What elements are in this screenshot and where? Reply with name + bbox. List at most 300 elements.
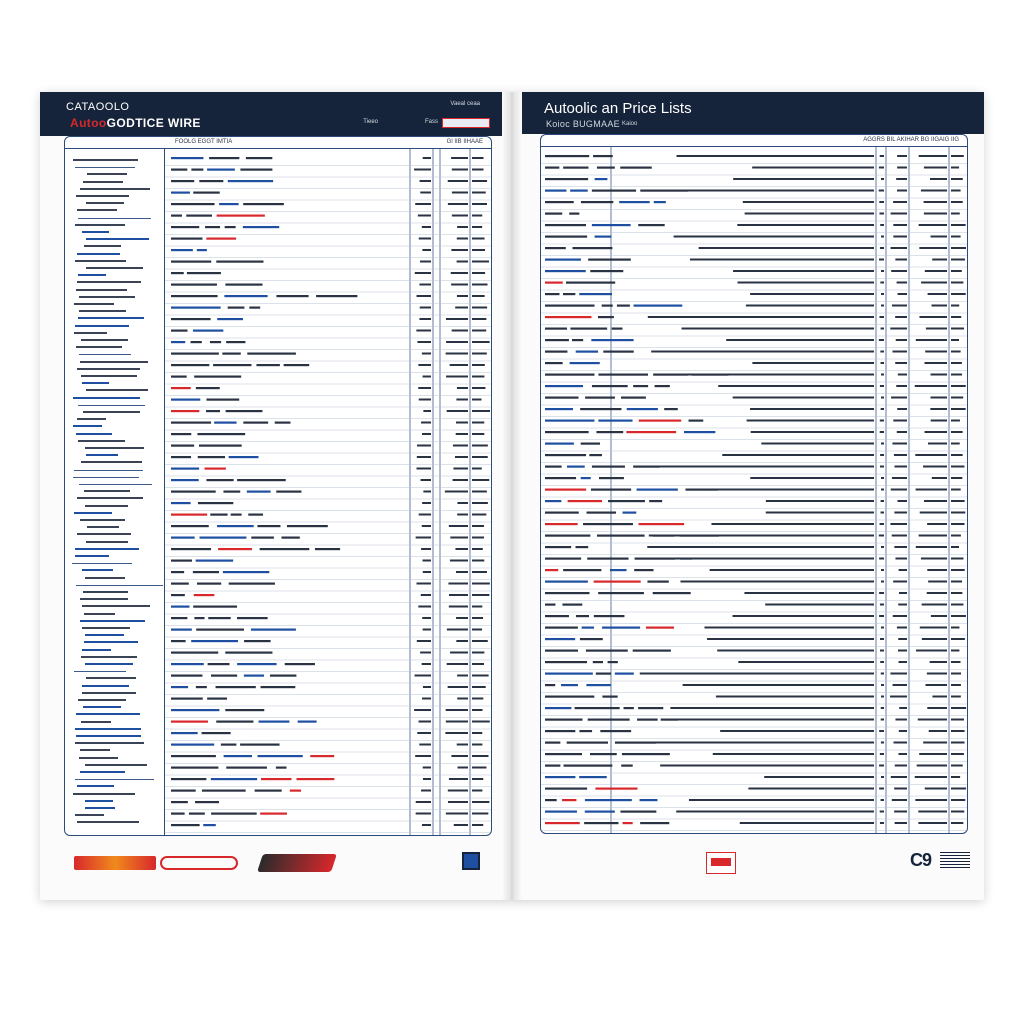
table-number-text <box>916 489 947 491</box>
table-number-text <box>446 353 468 355</box>
table-text-line <box>633 834 676 835</box>
table-text-line <box>545 443 574 445</box>
table-text-line <box>623 512 637 514</box>
table-text-line <box>570 328 607 330</box>
sidebar-text-line <box>82 569 114 571</box>
table-number-text <box>450 537 468 539</box>
table-text-line <box>638 707 663 709</box>
table-number-text <box>752 362 874 364</box>
table-text-line <box>171 169 187 171</box>
table-number-text <box>747 420 874 422</box>
table-number-text <box>880 282 884 284</box>
table-number-text <box>890 328 907 330</box>
table-text-line <box>171 755 216 757</box>
table-number-text <box>951 834 964 835</box>
table-number-text <box>951 569 965 571</box>
table-number-text <box>420 261 431 263</box>
table-number-text <box>922 638 947 640</box>
table-text-line <box>251 537 274 539</box>
table-text-line <box>634 305 683 307</box>
table-text-line <box>199 445 242 447</box>
table-text-line <box>171 732 198 734</box>
left-panel-caption: FOOLG EGGT IMTIA <box>175 139 233 145</box>
table-number-text <box>472 801 489 803</box>
table-number-text <box>456 617 468 619</box>
table-text-line <box>595 788 637 790</box>
table-text-line <box>217 318 243 320</box>
table-number-text <box>922 604 947 606</box>
table-text-line <box>219 203 238 205</box>
table-number-text <box>927 569 947 571</box>
table-text-line <box>564 765 613 767</box>
table-number-text <box>446 709 468 711</box>
sidebar-text-line <box>77 418 107 420</box>
table-number-text <box>472 272 485 274</box>
sidebar-text-line <box>82 649 111 651</box>
table-number-text <box>915 776 947 778</box>
table-number-text <box>881 489 884 491</box>
table-text-line <box>568 500 602 502</box>
table-number-text <box>472 215 482 217</box>
table-text-line <box>260 548 310 550</box>
table-number-text <box>881 270 884 272</box>
table-number-text <box>881 305 884 307</box>
table-number-text <box>449 606 468 608</box>
table-number-text <box>894 546 907 548</box>
table-text-line <box>281 537 299 539</box>
table-number-text <box>472 560 484 562</box>
sidebar-text-line <box>78 274 106 276</box>
table-number-text <box>454 824 468 826</box>
table-number-text <box>916 339 947 341</box>
table-number-text <box>879 190 884 192</box>
table-number-text <box>472 364 485 366</box>
table-text-line <box>193 571 219 573</box>
table-number-text <box>472 709 483 711</box>
table-number-text <box>951 765 963 767</box>
table-number-text <box>448 203 468 205</box>
table-text-line <box>284 364 310 366</box>
right-page-header <box>522 92 984 134</box>
table-text-line <box>684 431 715 433</box>
table-number-text <box>456 433 468 435</box>
table-number-text <box>417 341 431 343</box>
table-number-text <box>703 834 874 835</box>
table-text-line <box>231 514 242 516</box>
table-number-text <box>925 362 947 364</box>
table-number-text <box>879 259 884 261</box>
sidebar-text-line <box>76 433 111 435</box>
table-text-line <box>596 431 623 433</box>
table-text-line <box>545 351 567 353</box>
table-number-text <box>896 339 907 341</box>
table-number-text <box>931 305 947 307</box>
table-number-text <box>457 387 468 389</box>
table-number-text <box>897 155 907 157</box>
table-text-line <box>171 387 191 389</box>
table-number-text <box>764 776 874 778</box>
table-text-line <box>171 594 185 596</box>
table-text-line <box>237 663 276 665</box>
table-number-text <box>472 295 485 297</box>
table-text-line <box>171 215 182 217</box>
table-number-text <box>740 822 874 824</box>
table-text-line <box>621 765 632 767</box>
table-text-line <box>171 698 203 700</box>
table-text-line <box>545 730 575 732</box>
table-text-line <box>633 466 659 468</box>
table-number-text <box>897 627 907 629</box>
table-number-text <box>894 811 907 813</box>
table-number-text <box>472 261 489 263</box>
table-number-text <box>897 167 907 169</box>
table-text-line <box>171 606 189 608</box>
table-number-text <box>881 776 884 778</box>
table-number-text <box>750 477 874 479</box>
table-text-line <box>189 813 205 815</box>
table-text-line <box>211 813 257 815</box>
table-text-line <box>261 778 291 780</box>
table-text-line <box>545 167 559 169</box>
table-text-line <box>545 477 576 479</box>
left-page-header <box>40 92 502 136</box>
table-text-line <box>171 560 192 562</box>
table-number-text <box>472 790 482 792</box>
right-page-subtitle: Koioc BUGMAAE <box>546 119 620 129</box>
table-number-text <box>930 397 947 399</box>
sidebar-text-line <box>87 526 119 528</box>
table-number-text <box>879 730 884 732</box>
table-number-text <box>419 514 431 516</box>
table-number-text <box>881 500 884 502</box>
sidebar-text-line <box>84 641 138 643</box>
table-number-text <box>415 836 431 837</box>
table-number-text <box>450 652 468 654</box>
table-number-text <box>881 328 884 330</box>
table-number-text <box>456 571 468 573</box>
table-number-text <box>951 730 965 732</box>
table-text-line <box>316 295 357 297</box>
table-number-text <box>449 594 468 596</box>
table-text-line <box>191 640 238 642</box>
table-text-line <box>298 721 317 723</box>
table-number-text <box>707 489 874 491</box>
sidebar-rule <box>78 218 150 219</box>
table-number-text <box>951 236 961 238</box>
sidebar-rule <box>79 484 152 485</box>
table-number-text <box>455 548 468 550</box>
table-text-line <box>290 790 301 792</box>
table-number-text <box>926 328 947 330</box>
table-number-text <box>919 535 947 537</box>
table-text-line <box>207 698 227 700</box>
table-number-text <box>899 569 907 571</box>
table-number-text <box>897 190 907 192</box>
page-fold <box>502 92 522 900</box>
table-number-text <box>472 468 482 470</box>
sidebar-text-line <box>80 188 149 190</box>
table-text-line <box>275 422 291 424</box>
table-number-text <box>733 397 874 399</box>
table-text-line <box>217 215 265 217</box>
sidebar-text-line <box>75 555 109 557</box>
table-text-line <box>545 719 583 721</box>
table-text-line <box>171 330 188 332</box>
sidebar-text-line <box>75 224 125 226</box>
table-number-text <box>951 408 966 410</box>
table-number-text <box>417 295 431 297</box>
table-number-text <box>660 765 874 767</box>
sidebar-text-line <box>84 490 130 492</box>
table-number-text <box>891 247 907 249</box>
table-text-line <box>197 433 245 435</box>
table-text-line <box>248 514 263 516</box>
sidebar-text-line <box>79 757 118 759</box>
sidebar-text-line <box>78 440 125 442</box>
table-text-line <box>545 604 555 606</box>
table-number-text <box>951 420 960 422</box>
table-number-text <box>927 707 947 709</box>
table-text-line <box>244 640 271 642</box>
table-number-text <box>422 663 431 665</box>
table-text-line <box>545 822 580 824</box>
table-text-line <box>545 489 586 491</box>
table-text-line <box>545 788 587 790</box>
table-number-text <box>418 606 431 608</box>
table-text-line <box>627 408 658 410</box>
table-number-text <box>416 537 431 539</box>
table-number-text <box>419 744 431 746</box>
sidebar-rule <box>74 671 125 672</box>
table-text-line <box>617 305 630 307</box>
table-number-text <box>891 213 907 215</box>
table-text-line <box>208 617 230 619</box>
table-number-text <box>881 684 884 686</box>
sidebar-text-line <box>86 454 118 456</box>
table-text-line <box>592 385 628 387</box>
table-number-text <box>951 719 964 721</box>
table-number-text <box>951 282 963 284</box>
table-number-text <box>445 732 468 734</box>
table-text-line <box>545 397 579 399</box>
table-text-line <box>171 307 221 309</box>
table-number-text <box>951 799 965 801</box>
table-text-line <box>194 594 215 596</box>
sidebar-text-line <box>82 692 135 694</box>
table-text-line <box>545 408 573 410</box>
table-number-text <box>453 445 468 447</box>
table-text-line <box>171 583 189 585</box>
table-number-text <box>924 167 947 169</box>
table-number-text <box>924 201 947 203</box>
table-number-text <box>457 238 468 240</box>
table-number-text <box>923 742 947 744</box>
table-number-text <box>448 801 468 803</box>
table-number-text <box>761 443 874 445</box>
table-number-text <box>951 822 963 824</box>
table-text-line <box>545 707 571 709</box>
table-text-line <box>210 514 227 516</box>
table-text-line <box>545 190 566 192</box>
table-number-text <box>919 155 947 157</box>
table-number-text <box>423 778 431 780</box>
table-number-text <box>421 479 431 481</box>
table-number-text <box>881 443 884 445</box>
sidebar-text-line <box>75 814 104 816</box>
table-number-text <box>472 203 487 205</box>
table-text-line <box>579 776 607 778</box>
table-text-line <box>196 686 207 688</box>
table-text-line <box>171 180 194 182</box>
table-number-text <box>951 753 964 755</box>
table-number-text <box>656 466 874 468</box>
table-number-text <box>951 155 964 157</box>
table-text-line <box>592 190 636 192</box>
table-text-line <box>225 226 236 228</box>
table-number-text <box>640 558 874 560</box>
left-price-table-panel <box>64 136 492 836</box>
table-text-line <box>196 387 220 389</box>
table-number-text <box>951 466 964 468</box>
table-text-line <box>258 755 303 757</box>
table-text-line <box>225 284 262 286</box>
table-text-line <box>171 721 208 723</box>
table-text-line <box>545 569 558 571</box>
table-number-text <box>881 408 884 410</box>
table-number-text <box>472 836 485 837</box>
table-text-line <box>210 341 221 343</box>
table-number-text <box>472 778 483 780</box>
table-number-text <box>472 744 482 746</box>
table-number-text <box>716 696 874 698</box>
sidebar-text-line <box>78 317 144 319</box>
table-number-text <box>422 525 431 527</box>
table-text-line <box>654 201 666 203</box>
table-number-text <box>919 753 947 755</box>
table-text-line <box>545 615 569 617</box>
sidebar-text-line <box>75 742 144 744</box>
table-text-line <box>581 477 591 479</box>
table-text-line <box>261 686 296 688</box>
table-number-text <box>446 721 468 723</box>
table-text-line <box>310 755 334 757</box>
table-number-text <box>880 385 884 387</box>
table-number-text <box>895 558 907 560</box>
table-text-line <box>225 652 272 654</box>
table-text-line <box>602 696 617 698</box>
table-number-text <box>752 167 874 169</box>
table-number-text <box>472 226 482 228</box>
table-text-line <box>595 178 608 180</box>
table-number-text <box>931 374 947 376</box>
table-number-text <box>951 604 963 606</box>
table-number-text <box>422 617 431 619</box>
table-number-text <box>915 454 947 456</box>
table-number-text <box>472 284 488 286</box>
table-number-text <box>472 767 486 769</box>
table-number-text <box>879 316 884 318</box>
table-text-line <box>545 684 555 686</box>
table-text-line <box>285 663 315 665</box>
sidebar-text-line <box>86 202 124 204</box>
table-number-text <box>879 201 884 203</box>
table-text-line <box>203 824 216 826</box>
table-text-line <box>171 767 218 769</box>
table-number-text <box>951 661 961 663</box>
table-number-text <box>951 270 962 272</box>
table-number-text <box>670 707 874 709</box>
table-number-text <box>895 259 907 261</box>
right-page <box>522 92 984 900</box>
table-number-text <box>925 788 947 790</box>
table-number-text <box>457 261 468 263</box>
table-number-text <box>733 178 874 180</box>
table-number-text <box>879 558 884 560</box>
table-number-text <box>930 178 947 180</box>
sidebar-rule <box>73 477 139 478</box>
sidebar-text-line <box>77 497 143 499</box>
sidebar-text-line <box>76 735 141 737</box>
sidebar-text-line <box>85 807 115 809</box>
table-number-text <box>737 224 874 226</box>
table-text-line <box>208 663 230 665</box>
table-text-line <box>216 836 248 837</box>
table-text-line <box>256 364 279 366</box>
table-text-line <box>545 385 583 387</box>
table-text-line <box>191 341 202 343</box>
table-text-line <box>243 226 279 228</box>
sidebar-text-line <box>73 793 135 795</box>
table-number-text <box>951 454 963 456</box>
table-text-line <box>545 316 591 318</box>
table-text-line <box>545 247 566 249</box>
table-number-text <box>879 535 884 537</box>
table-text-line <box>612 328 623 330</box>
table-text-line <box>572 834 588 835</box>
table-number-text <box>920 512 947 514</box>
table-number-text <box>472 652 484 654</box>
table-number-text <box>893 224 907 226</box>
table-number-text <box>472 675 489 677</box>
table-text-line <box>545 362 563 364</box>
table-text-line <box>610 569 627 571</box>
table-text-line <box>545 282 563 284</box>
table-text-line <box>200 537 247 539</box>
table-number-text <box>455 456 468 458</box>
sidebar-text-line <box>86 677 136 679</box>
table-number-text <box>891 489 907 491</box>
table-number-text <box>704 627 874 629</box>
table-number-text <box>894 466 907 468</box>
table-text-line <box>171 284 217 286</box>
table-number-text <box>447 663 468 665</box>
table-number-text <box>422 698 431 700</box>
table-number-text <box>897 282 907 284</box>
table-number-text <box>457 226 468 228</box>
table-number-text <box>951 673 961 675</box>
table-number-text <box>880 650 884 652</box>
table-text-line <box>563 167 588 169</box>
right-header-nav: Kaioo <box>622 121 638 127</box>
table-text-line <box>545 811 577 813</box>
open-catalog-spread <box>40 92 984 900</box>
table-text-line <box>545 236 587 238</box>
table-number-text <box>451 249 468 251</box>
table-number-text <box>881 397 884 399</box>
sidebar-text-line <box>83 706 121 708</box>
sidebar-text-line <box>85 577 124 579</box>
table-text-line <box>640 822 669 824</box>
